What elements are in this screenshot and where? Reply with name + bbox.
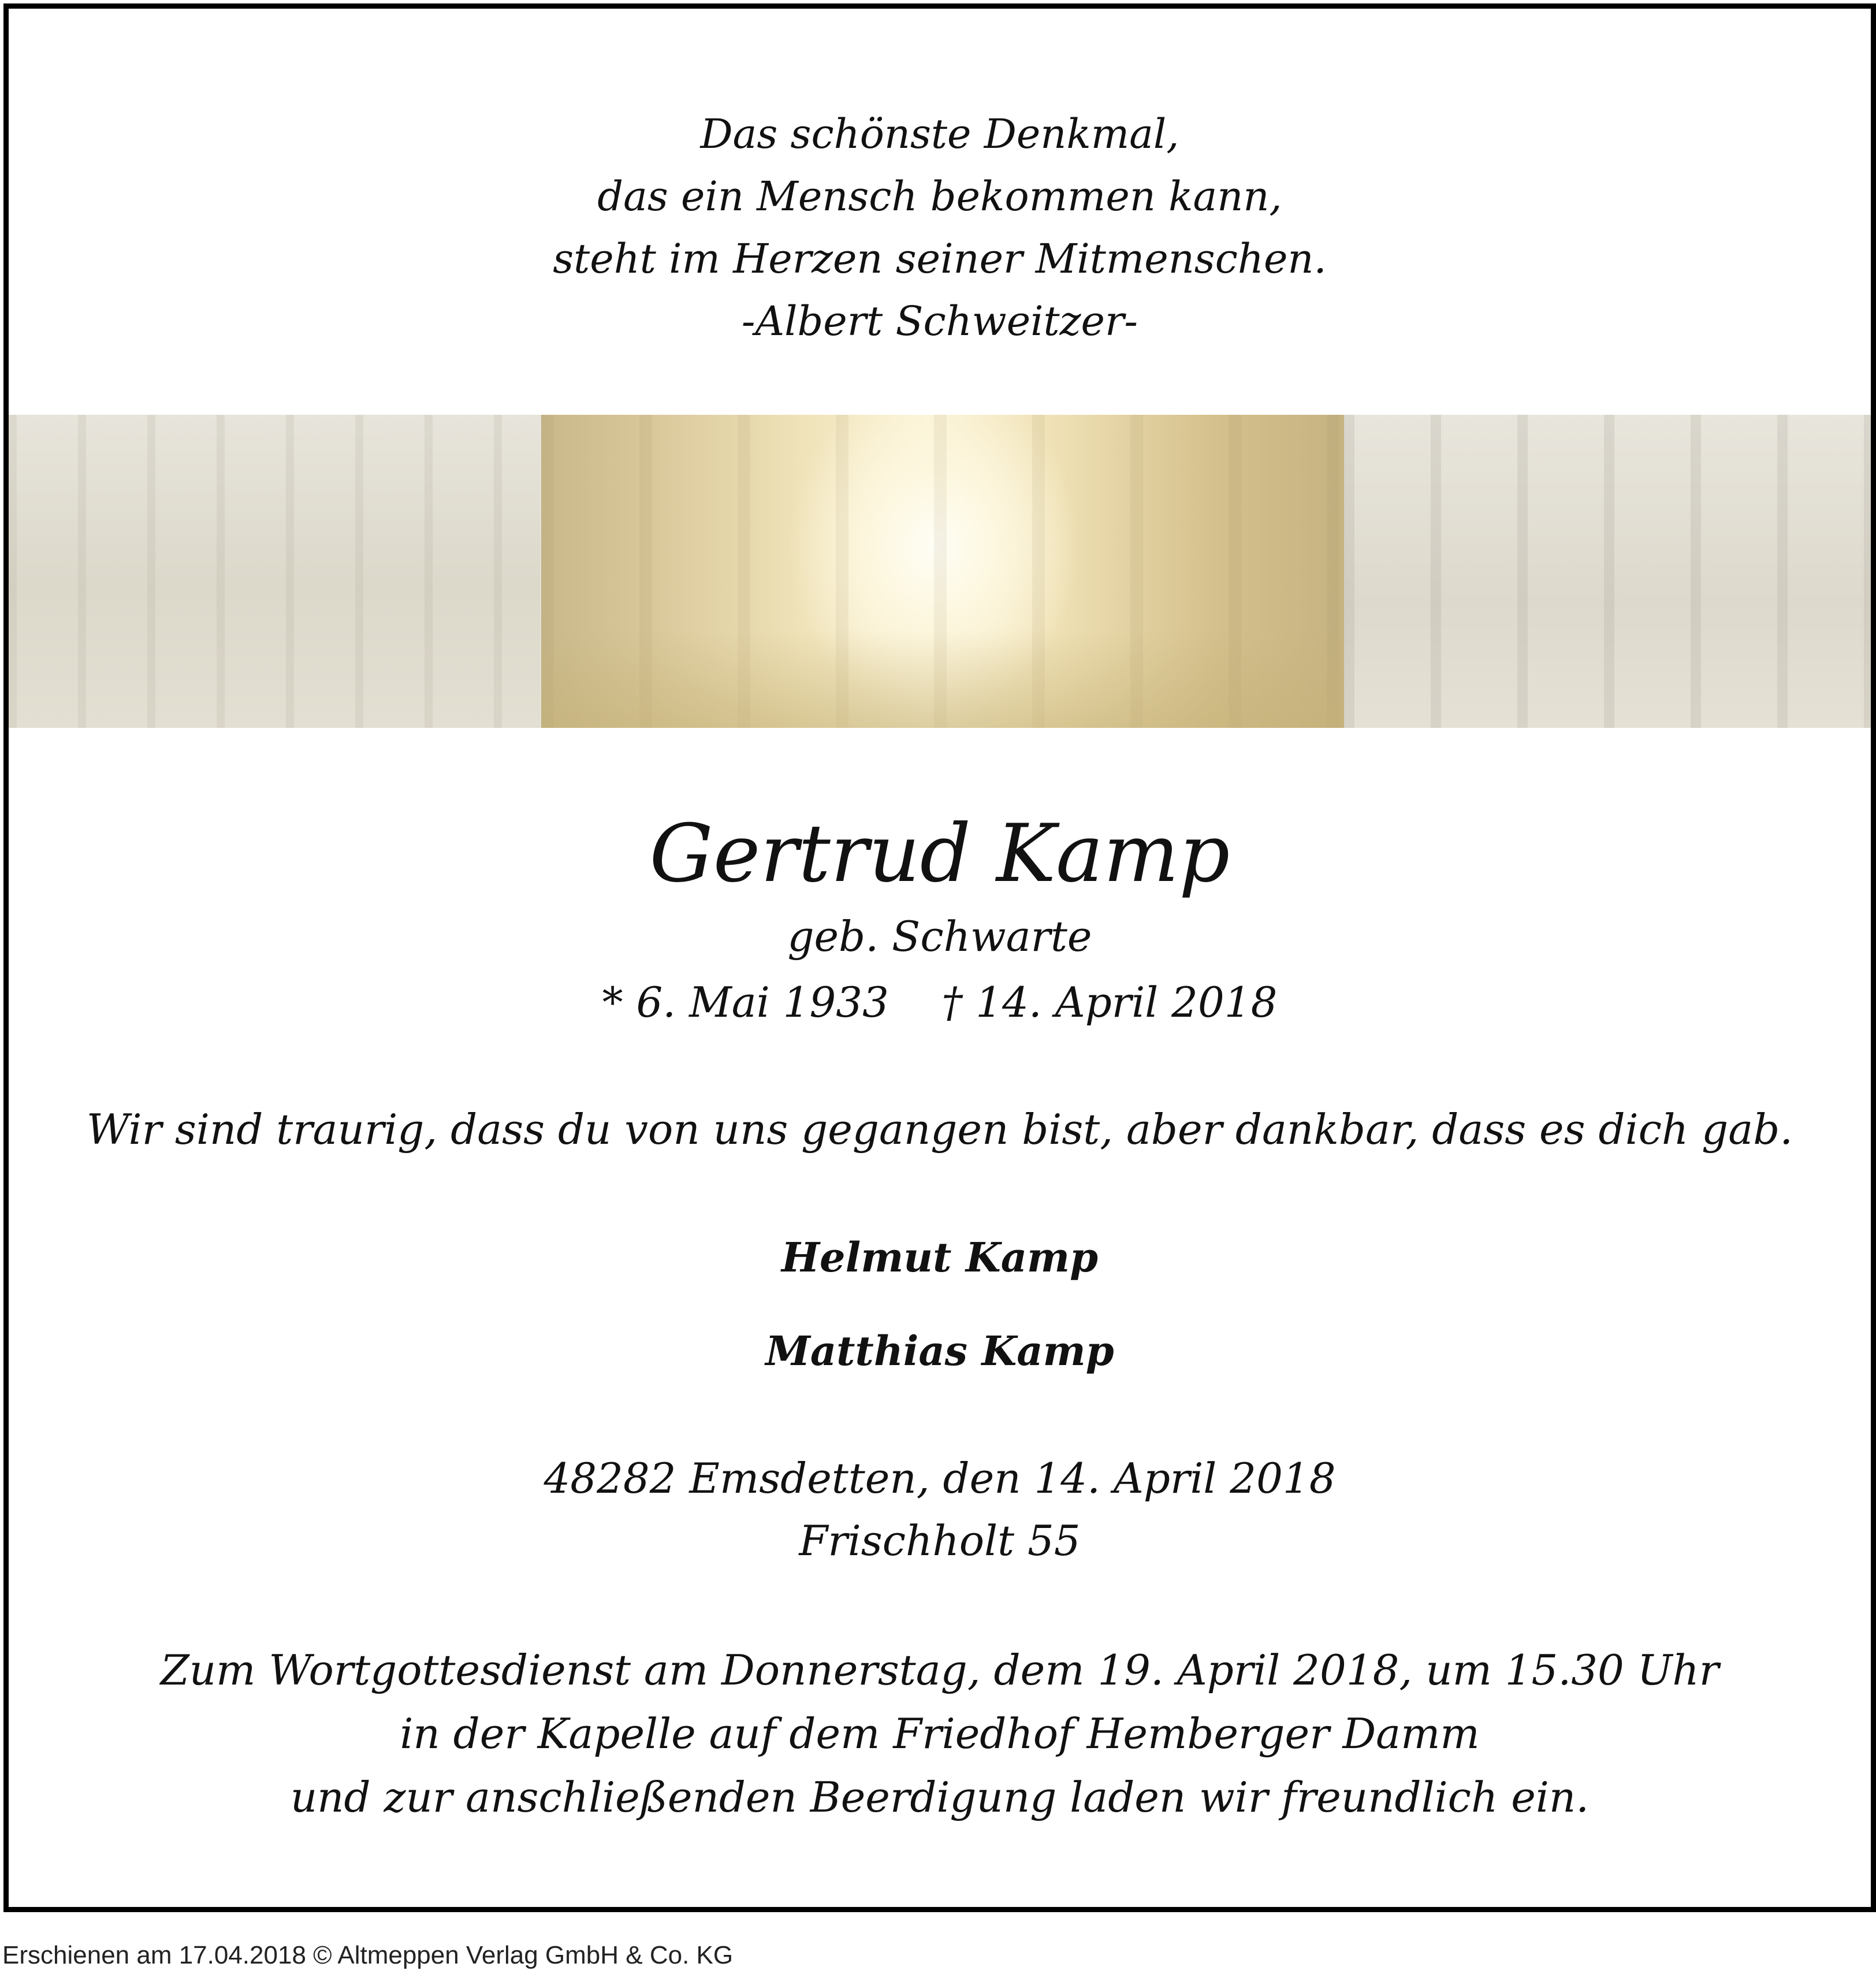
service-line-3: und zur anschließenden Beerdigung laden wir freundlich ein. [290, 1773, 1590, 1821]
forest-left-faded [9, 415, 540, 728]
publication-footer: Erschienen am 17.04.2018 © Altmeppen Verlag GmbH & Co. KG [2, 1941, 734, 1969]
life-dates: * 6. Mai 1933 † 14. April 2018 [602, 978, 1278, 1027]
street-address: Frischholt 55 [799, 1516, 1081, 1565]
service-line-2: in der Kapelle auf dem Friedhof Hemberger Damm [400, 1709, 1480, 1758]
signer-2: Matthias Kamp [765, 1327, 1114, 1375]
signer-1: Helmut Kamp [781, 1233, 1099, 1281]
forest-light-image [9, 415, 1871, 728]
quote-author: -Albert Schweitzer- [741, 298, 1138, 345]
obituary-notice [3, 3, 1876, 1912]
place-and-date: 48282 Emsdetten, den 14. April 2018 [544, 1454, 1336, 1503]
farewell-message: Wir sind traurig, dass du von uns gegangen bist, aber dankbar, dass es dich gab. [86, 1105, 1793, 1154]
quote-line-1: Das schönste Denkmal, [700, 110, 1179, 158]
service-line-1: Zum Wortgottesdienst am Donnerstag, dem 19. April 2018, um 15.30 Uhr [160, 1646, 1719, 1694]
quote-line-3: steht im Herzen seiner Mitmenschen. [553, 235, 1327, 282]
quote-line-2: das ein Mensch bekommen kann, [597, 173, 1282, 220]
forest-path-sunlight [541, 415, 1344, 728]
deceased-name: Gertrud Kamp [649, 807, 1230, 900]
maiden-name: geb. Schwarte [787, 912, 1092, 961]
forest-right-faded [1344, 415, 1871, 728]
